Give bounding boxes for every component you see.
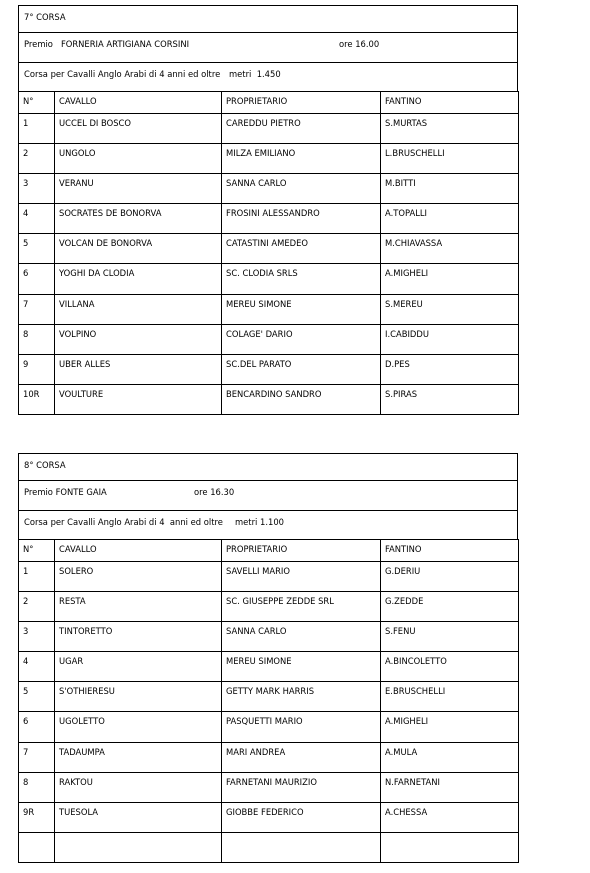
table-row: [19, 264, 519, 294]
entry-owner: MEREU SIMONE: [222, 652, 381, 682]
entry-jockey: A.MULA: [381, 742, 519, 772]
entry-owner: PASQUETTI MARIO: [222, 712, 381, 742]
table-row: [19, 144, 519, 174]
entry-horse: TUESOLA: [55, 802, 222, 832]
entry-jockey: M.CHIAVASSA: [381, 234, 519, 264]
entry-jockey: D.PES: [381, 354, 519, 384]
header-jockey: FANTINO: [381, 540, 519, 562]
entry-horse: TINTORETTO: [55, 622, 222, 652]
entry-number: 2: [19, 144, 55, 174]
entry-owner: SC. CLODIA SRLS: [222, 264, 381, 294]
entry-jockey: A.CHESSA: [381, 802, 519, 832]
entry-horse: VOLCAN DE BONORVA: [55, 234, 222, 264]
table-row: [19, 294, 519, 324]
entry-jockey: I.CABIDDU: [381, 324, 519, 354]
table-row: [19, 234, 519, 264]
header-number: N°: [19, 540, 55, 562]
premio-box: [18, 32, 518, 62]
entry-owner: [222, 832, 381, 862]
race-title: 8° CORSA: [24, 460, 66, 470]
entry-jockey: A.TOPALLI: [381, 204, 519, 234]
entry-horse: RAKTOU: [55, 772, 222, 802]
entry-horse: SOCRATES DE BONORVA: [55, 204, 222, 234]
entry-horse: UNGOLO: [55, 144, 222, 174]
entry-number: 9: [19, 354, 55, 384]
entry-jockey: G.DERIU: [381, 562, 519, 592]
entry-owner: CATASTINI AMEDEO: [222, 234, 381, 264]
table-row: [19, 652, 519, 682]
entry-jockey: M.BITTI: [381, 174, 519, 204]
table-row: [19, 384, 519, 414]
table-row: [19, 592, 519, 622]
entry-number: 4: [19, 652, 55, 682]
entry-jockey: S.MURTAS: [381, 114, 519, 144]
entry-owner: SANNA CARLO: [222, 622, 381, 652]
table-header-row: [19, 540, 519, 562]
premio-box: [18, 480, 518, 510]
entry-number: 1: [19, 114, 55, 144]
premio-label: [24, 39, 189, 49]
entry-jockey: [381, 832, 519, 862]
entry-horse: VILLANA: [55, 294, 222, 324]
entry-owner: CAREDDU PIETRO: [222, 114, 381, 144]
entry-jockey: A.MIGHELI: [381, 712, 519, 742]
table-row: [19, 324, 519, 354]
entry-number: 9R: [19, 802, 55, 832]
premio-prefix: Premio: [24, 487, 53, 497]
entry-number: 6: [19, 712, 55, 742]
entries-table: [18, 91, 519, 415]
header-horse: CAVALLO: [55, 540, 222, 562]
entry-jockey: A.MIGHELI: [381, 264, 519, 294]
entry-number: 1: [19, 562, 55, 592]
conditions-box: [18, 510, 518, 539]
header-horse: CAVALLO: [55, 92, 222, 114]
entry-horse: UBER ALLES: [55, 354, 222, 384]
entry-horse: SOLERO: [55, 562, 222, 592]
entry-owner: GIOBBE FEDERICO: [222, 802, 381, 832]
table-row: [19, 802, 519, 832]
header-jockey: FANTINO: [381, 92, 519, 114]
race-8-block: [18, 453, 518, 863]
entry-horse: YOGHI DA CLODIA: [55, 264, 222, 294]
entries-table: [18, 539, 519, 863]
entry-number: 7: [19, 294, 55, 324]
race-7-block: [18, 5, 518, 415]
premio-name: FORNERIA ARTIGIANA CORSINI: [60, 39, 190, 49]
race-title-box: [18, 453, 518, 480]
entry-jockey: N.FARNETANI: [381, 772, 519, 802]
entry-horse: UCCEL DI BOSCO: [55, 114, 222, 144]
entry-number: 3: [19, 174, 55, 204]
entry-owner: FARNETANI MAURIZIO: [222, 772, 381, 802]
entry-jockey: G.ZEDDE: [381, 592, 519, 622]
entry-horse: UGOLETTO: [55, 712, 222, 742]
entry-jockey: S.PIRAS: [381, 384, 519, 414]
entry-owner: SANNA CARLO: [222, 174, 381, 204]
table-row: [19, 712, 519, 742]
table-row: [19, 562, 519, 592]
entry-jockey: S.MEREU: [381, 294, 519, 324]
entry-horse: VOULTURE: [55, 384, 222, 414]
entry-jockey: E.BRUSCHELLI: [381, 682, 519, 712]
conditions-box: [18, 62, 518, 91]
entry-owner: MILZA EMILIANO: [222, 144, 381, 174]
entry-owner: MARI ANDREA: [222, 742, 381, 772]
table-row: [19, 114, 519, 144]
entry-number: 8: [19, 772, 55, 802]
entry-horse: RESTA: [55, 592, 222, 622]
entry-owner: SAVELLI MARIO: [222, 562, 381, 592]
entry-horse: [55, 832, 222, 862]
race-title-box: [18, 5, 518, 32]
table-row: [19, 174, 519, 204]
entry-jockey: L.BRUSCHELLI: [381, 144, 519, 174]
entry-number: 10R: [19, 384, 55, 414]
entry-owner: FROSINI ALESSANDRO: [222, 204, 381, 234]
table-row: [19, 204, 519, 234]
table-row: [19, 622, 519, 652]
premio-name: FONTE GAIA: [55, 487, 107, 497]
entry-owner: COLAGE' DARIO: [222, 324, 381, 354]
entry-number: 2: [19, 592, 55, 622]
entry-jockey: S.FENU: [381, 622, 519, 652]
race-title: 7° CORSA: [24, 12, 66, 22]
premio-label: [24, 487, 107, 497]
race-conditions: Corsa per Cavalli Anglo Arabi di 4 anni ed oltre: [24, 69, 221, 79]
premio-prefix: Premio: [24, 39, 53, 49]
table-row: [19, 682, 519, 712]
race-conditions: Corsa per Cavalli Anglo Arabi di 4 anni ed oltre: [24, 517, 223, 527]
header-owner: PROPRIETARIO: [222, 92, 381, 114]
table-row: [19, 354, 519, 384]
entry-number: 7: [19, 742, 55, 772]
entry-horse: TADAUMPA: [55, 742, 222, 772]
entry-horse: VOLPINO: [55, 324, 222, 354]
header-number: N°: [19, 92, 55, 114]
entry-number: 5: [19, 234, 55, 264]
entry-number: 5: [19, 682, 55, 712]
race-time: ore 16.30: [194, 487, 235, 497]
entry-horse: S'OTHIERESU: [55, 682, 222, 712]
header-owner: PROPRIETARIO: [222, 540, 381, 562]
entry-horse: VERANU: [55, 174, 222, 204]
entry-owner: SC. GIUSEPPE ZEDDE SRL: [222, 592, 381, 622]
entry-owner: BENCARDINO SANDRO: [222, 384, 381, 414]
entry-number: 4: [19, 204, 55, 234]
entry-number: [19, 832, 55, 862]
table-row: [19, 832, 519, 862]
entry-number: 3: [19, 622, 55, 652]
entry-owner: SC.DEL PARATO: [222, 354, 381, 384]
table-row: [19, 742, 519, 772]
entry-number: 8: [19, 324, 55, 354]
table-row: [19, 772, 519, 802]
entry-number: 6: [19, 264, 55, 294]
entry-horse: UGAR: [55, 652, 222, 682]
entry-owner: GETTY MARK HARRIS: [222, 682, 381, 712]
entry-owner: MEREU SIMONE: [222, 294, 381, 324]
entry-jockey: A.BINCOLETTO: [381, 652, 519, 682]
race-distance: metri 1.100: [235, 517, 285, 527]
race-time: ore 16.00: [339, 39, 380, 49]
race-distance: metri 1.450: [229, 69, 281, 79]
table-header-row: [19, 92, 519, 114]
